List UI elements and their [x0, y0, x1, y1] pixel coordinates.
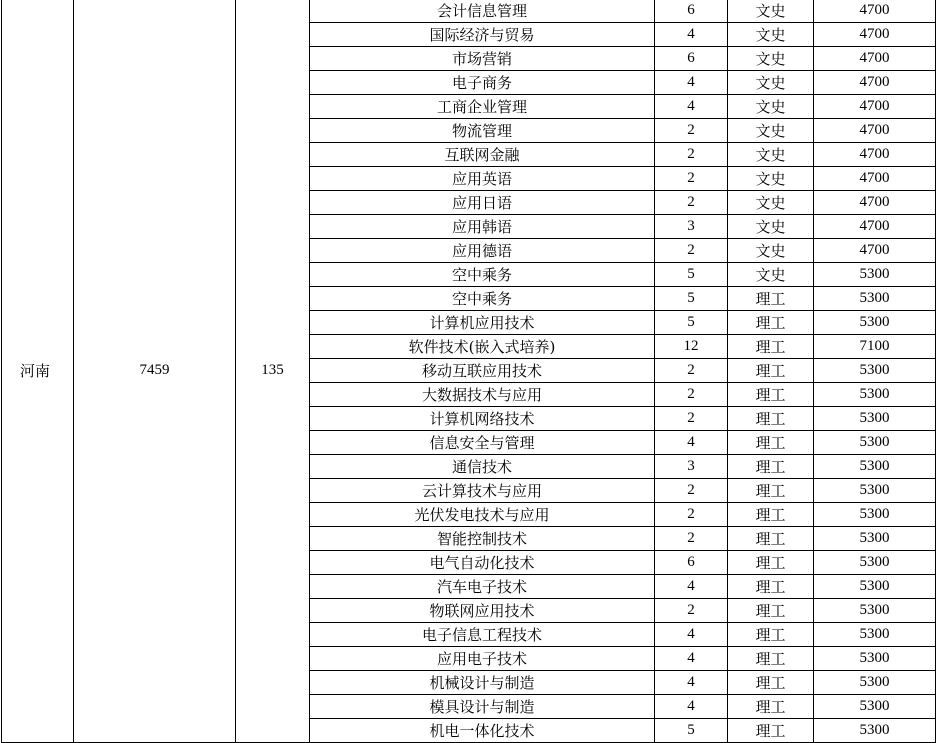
- category-cell: 理工: [728, 599, 814, 623]
- major-cell: 应用日语: [310, 191, 655, 215]
- count-cell: 2: [655, 143, 728, 167]
- category-cell: 理工: [728, 503, 814, 527]
- category-cell: 理工: [728, 431, 814, 455]
- category-cell: 文史: [728, 215, 814, 239]
- school-plan-cell: 135: [236, 0, 310, 743]
- count-cell: 4: [655, 23, 728, 47]
- major-cell: 云计算技术与应用: [310, 479, 655, 503]
- category-cell: 文史: [728, 167, 814, 191]
- category-cell: 理工: [728, 719, 814, 743]
- tuition-cell: 5300: [814, 599, 936, 623]
- count-cell: 5: [655, 719, 728, 743]
- category-cell: 理工: [728, 623, 814, 647]
- category-cell: 理工: [728, 671, 814, 695]
- category-cell: 文史: [728, 191, 814, 215]
- province-cell: 河南: [2, 0, 74, 743]
- tuition-cell: 5300: [814, 719, 936, 743]
- category-cell: 理工: [728, 575, 814, 599]
- count-cell: 4: [655, 623, 728, 647]
- count-cell: 6: [655, 47, 728, 71]
- category-cell: 理工: [728, 359, 814, 383]
- count-cell: 12: [655, 335, 728, 359]
- category-cell: 理工: [728, 647, 814, 671]
- tuition-cell: 5300: [814, 383, 936, 407]
- major-cell: 会计信息管理: [310, 0, 655, 23]
- count-cell: 2: [655, 239, 728, 263]
- count-cell: 2: [655, 503, 728, 527]
- count-cell: 4: [655, 695, 728, 719]
- tuition-cell: 4700: [814, 191, 936, 215]
- table-body: [2, 0, 936, 743]
- count-cell: 4: [655, 647, 728, 671]
- tuition-cell: 4700: [814, 0, 936, 23]
- count-cell: 2: [655, 167, 728, 191]
- tuition-cell: 7100: [814, 335, 936, 359]
- major-cell: 物流管理: [310, 119, 655, 143]
- major-cell: 应用英语: [310, 167, 655, 191]
- tuition-cell: 4700: [814, 215, 936, 239]
- count-cell: 6: [655, 551, 728, 575]
- tuition-cell: 4700: [814, 47, 936, 71]
- category-cell: 文史: [728, 0, 814, 23]
- tuition-cell: 5300: [814, 551, 936, 575]
- major-cell: 国际经济与贸易: [310, 23, 655, 47]
- tuition-cell: 5300: [814, 407, 936, 431]
- category-cell: 理工: [728, 695, 814, 719]
- province-plan-cell: 7459: [74, 0, 236, 743]
- category-cell: 文史: [728, 119, 814, 143]
- tuition-cell: 5300: [814, 479, 936, 503]
- count-cell: 2: [655, 527, 728, 551]
- table-row: [2, 0, 936, 23]
- tuition-cell: 4700: [814, 119, 936, 143]
- major-cell: 电子信息工程技术: [310, 623, 655, 647]
- major-cell: 电子商务: [310, 71, 655, 95]
- category-cell: 理工: [728, 551, 814, 575]
- category-cell: 文史: [728, 23, 814, 47]
- major-cell: 软件技术(嵌入式培养): [310, 335, 655, 359]
- count-cell: 4: [655, 431, 728, 455]
- count-cell: 5: [655, 311, 728, 335]
- major-cell: 智能控制技术: [310, 527, 655, 551]
- major-cell: 计算机网络技术: [310, 407, 655, 431]
- tuition-cell: 5300: [814, 503, 936, 527]
- count-cell: 2: [655, 479, 728, 503]
- count-cell: 2: [655, 383, 728, 407]
- category-cell: 理工: [728, 479, 814, 503]
- count-cell: 2: [655, 119, 728, 143]
- category-cell: 文史: [728, 263, 814, 287]
- tuition-cell: 5300: [814, 527, 936, 551]
- major-cell: 应用电子技术: [310, 647, 655, 671]
- category-cell: 文史: [728, 239, 814, 263]
- tuition-cell: 4700: [814, 143, 936, 167]
- major-cell: 物联网应用技术: [310, 599, 655, 623]
- count-cell: 2: [655, 599, 728, 623]
- major-cell: 应用韩语: [310, 215, 655, 239]
- tuition-cell: 5300: [814, 263, 936, 287]
- major-cell: 大数据技术与应用: [310, 383, 655, 407]
- category-cell: 文史: [728, 47, 814, 71]
- count-cell: 4: [655, 575, 728, 599]
- major-cell: 移动互联应用技术: [310, 359, 655, 383]
- admission-plan-table: [1, 0, 936, 743]
- count-cell: 6: [655, 0, 728, 23]
- major-cell: 汽车电子技术: [310, 575, 655, 599]
- major-cell: 空中乘务: [310, 263, 655, 287]
- category-cell: 文史: [728, 143, 814, 167]
- tuition-cell: 4700: [814, 23, 936, 47]
- major-cell: 工商企业管理: [310, 95, 655, 119]
- tuition-cell: 5300: [814, 695, 936, 719]
- tuition-cell: 4700: [814, 71, 936, 95]
- count-cell: 5: [655, 287, 728, 311]
- tuition-cell: 5300: [814, 623, 936, 647]
- major-cell: 互联网金融: [310, 143, 655, 167]
- tuition-cell: 5300: [814, 359, 936, 383]
- category-cell: 理工: [728, 383, 814, 407]
- major-cell: 空中乘务: [310, 287, 655, 311]
- major-cell: 信息安全与管理: [310, 431, 655, 455]
- category-cell: 文史: [728, 71, 814, 95]
- tuition-cell: 5300: [814, 671, 936, 695]
- major-cell: 机电一体化技术: [310, 719, 655, 743]
- count-cell: 2: [655, 407, 728, 431]
- tuition-cell: 4700: [814, 167, 936, 191]
- count-cell: 2: [655, 359, 728, 383]
- category-cell: 理工: [728, 287, 814, 311]
- category-cell: 理工: [728, 335, 814, 359]
- tuition-cell: 5300: [814, 431, 936, 455]
- count-cell: 3: [655, 455, 728, 479]
- major-cell: 电气自动化技术: [310, 551, 655, 575]
- count-cell: 2: [655, 191, 728, 215]
- tuition-cell: 4700: [814, 239, 936, 263]
- tuition-cell: 5300: [814, 647, 936, 671]
- count-cell: 4: [655, 95, 728, 119]
- tuition-cell: 5300: [814, 455, 936, 479]
- tuition-cell: 5300: [814, 311, 936, 335]
- major-cell: 模具设计与制造: [310, 695, 655, 719]
- category-cell: 理工: [728, 455, 814, 479]
- tuition-cell: 5300: [814, 287, 936, 311]
- tuition-cell: 4700: [814, 95, 936, 119]
- count-cell: 4: [655, 671, 728, 695]
- count-cell: 5: [655, 263, 728, 287]
- count-cell: 4: [655, 71, 728, 95]
- major-cell: 机械设计与制造: [310, 671, 655, 695]
- count-cell: 3: [655, 215, 728, 239]
- category-cell: 理工: [728, 527, 814, 551]
- major-cell: 计算机应用技术: [310, 311, 655, 335]
- tuition-cell: 5300: [814, 575, 936, 599]
- major-cell: 光伏发电技术与应用: [310, 503, 655, 527]
- category-cell: 理工: [728, 311, 814, 335]
- major-cell: 市场营销: [310, 47, 655, 71]
- category-cell: 文史: [728, 95, 814, 119]
- category-cell: 理工: [728, 407, 814, 431]
- major-cell: 应用德语: [310, 239, 655, 263]
- major-cell: 通信技术: [310, 455, 655, 479]
